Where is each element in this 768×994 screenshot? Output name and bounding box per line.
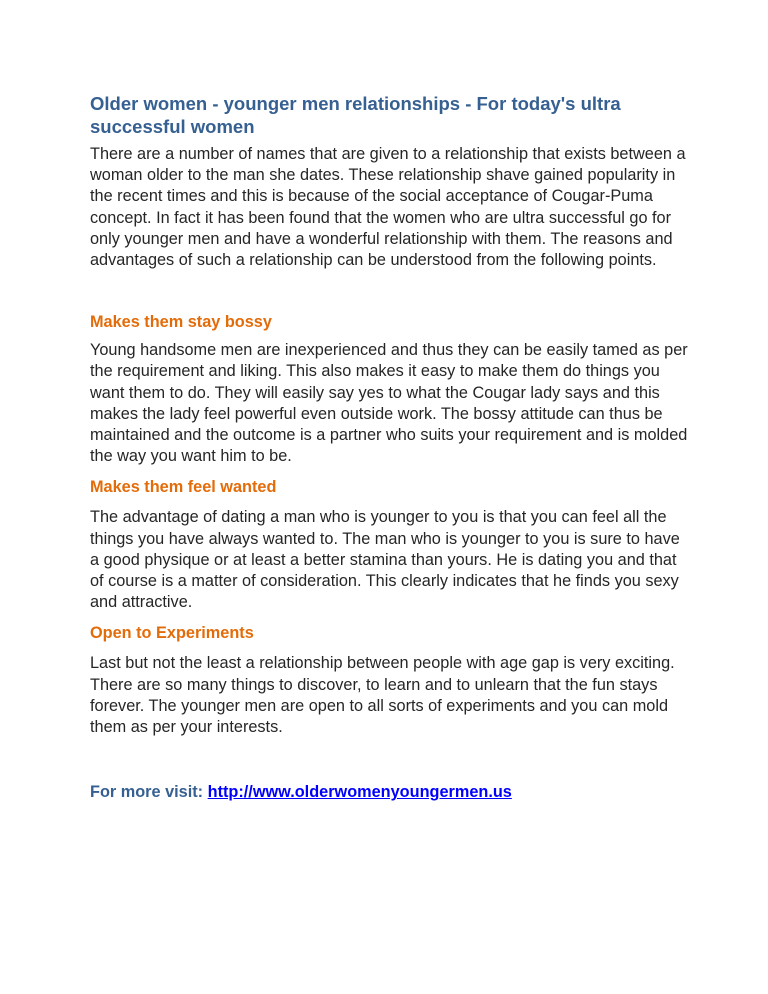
website-link[interactable]: http://www.olderwomenyoungermen.us <box>207 783 512 802</box>
section-body-feel-wanted: The advantage of dating a man who is younger to you is that you can feel all the things you have always wanted to. The man who is younger to you is sure to have a good physique or at least a better stamina than yours. He is dating you and that of course is a matter of consideration. This clearly indicates that he finds you sexy and attractive. <box>90 508 680 612</box>
section-heading-stay-bossy: Makes them stay bossy <box>90 313 272 332</box>
footer-line <box>90 782 690 803</box>
section-heading-feel-wanted: Makes them feel wanted <box>90 478 277 497</box>
section-body-stay-bossy: Young handsome men are inexperienced and thus they can be easily tamed as per the requirement and liking. This also makes it easy to make them do things you want them to do. They will easily say yes to what the Cougar lady says and this makes the lady feel powerful even outside work. The bossy attitude can thus be maintained and the outcome is a partner who suits your requirement and is molded the way you want him to be. <box>90 341 688 466</box>
section-body-experiments: Last but not the least a relationship between people with age gap is very exciting. There are so many things to discover, to learn and to unlearn that the fun stays forever. The younger men are open to all sorts of experiments and you can mold them as per your interests. <box>90 654 675 737</box>
intro-paragraph: There are a number of names that are given to a relationship that exists between a woman older to the man she dates. These relationship shave gained popularity in the recent times and this is because of the social acceptance of Cougar-Puma concept. In fact it has been found that the women who are ultra successful go for only younger men and have a wonderful relationship with them. The reasons and advantages of such a relationship can be understood from the following points. <box>90 145 686 270</box>
footer-label: For more visit: <box>90 783 204 802</box>
document-page <box>90 92 690 803</box>
document-title: Older women - younger men relationships - For today's ultra successful women <box>90 93 621 137</box>
section-heading-experiments: Open to Experiments <box>90 624 254 643</box>
